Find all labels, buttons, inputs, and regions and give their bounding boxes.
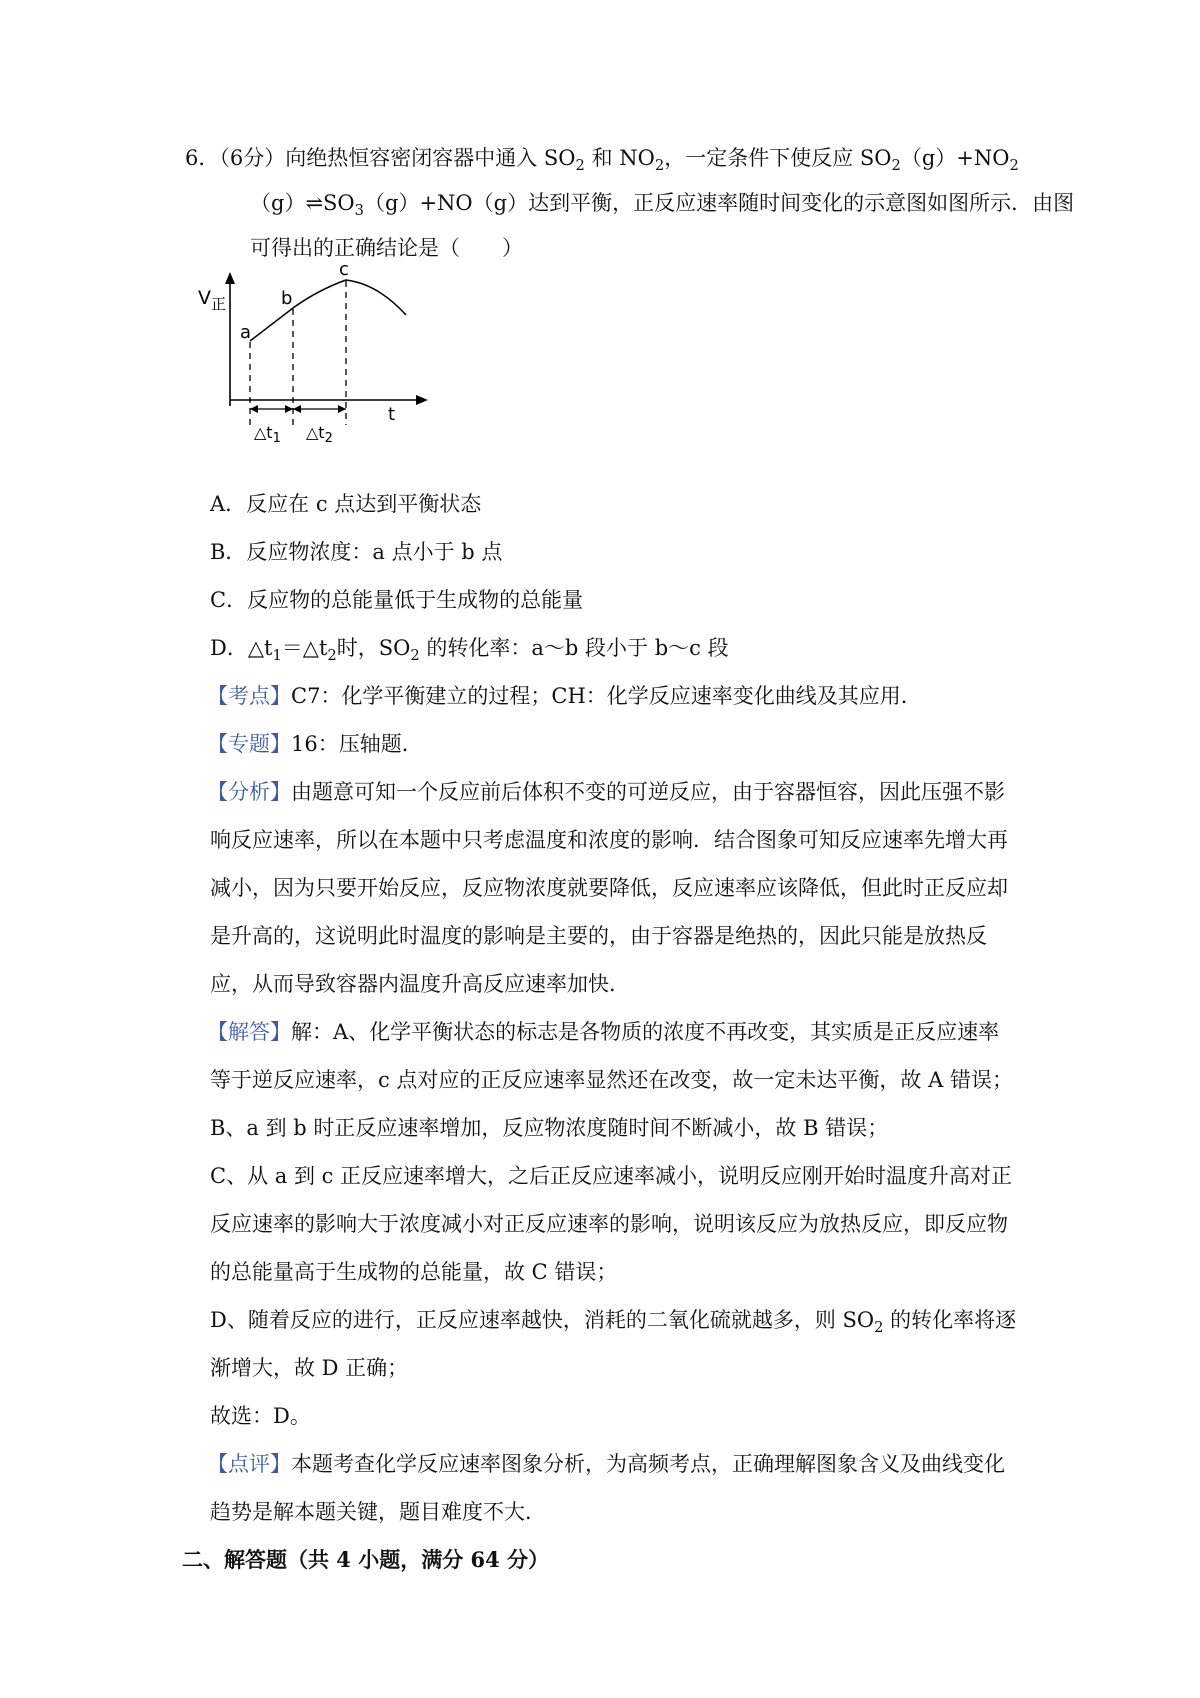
x-axis-label: t: [388, 404, 396, 425]
jieda-line-8: 渐增大，故 D 正确；: [210, 1356, 409, 1380]
interval-dt2-right-arrow: [338, 405, 346, 413]
point-label-c: c: [339, 259, 349, 280]
question-line-2: $(g)\rightleftharpoons SO_3(g)+NO(g)$达到平衡，正反应速率随时间变化的示意图如图所示．由图: [250, 191, 1075, 220]
zhuanti-line: 【专题】16：压轴题．: [207, 732, 423, 756]
y-axis-arrow: [225, 272, 235, 284]
jieda-line-4: C、从 a 到 c 正反应速率增大，之后正反应速率减小，说明反应刚开始时温度升高对正: [210, 1164, 1013, 1188]
rate-curve: [250, 280, 406, 341]
fenxi-line-3: 减小，因为只要开始反应，反应物浓度就要降低，反应速率应该降低，但此时正反应却: [210, 876, 1008, 900]
option-d: D．$\triangle t_1=\triangle t_2$时，$SO_2$ 的转化率：a～b 段小于 b～c 段: [210, 636, 729, 665]
fenxi-line-4: 是升高的，这说明此时温度的影响是主要的，由于容器是绝热的，因此只能是放热反: [210, 924, 987, 948]
option-c: C．反应物的总能量低于生成物的总能量: [210, 588, 584, 612]
kaodian-tag: 【考点】: [207, 684, 291, 708]
dianping-line-1: 【点评】本题考查化学反应速率图象分析，为高频考点，正确理解图象含义及曲线变化: [207, 1452, 1005, 1476]
jieda-line-2: 等于逆反应速率，c 点对应的正反应速率显然还在改变，故一定未达平衡，故 A 错误；: [210, 1068, 1013, 1092]
point-label-b: b: [281, 288, 293, 309]
jieda-tag: 【解答】: [207, 1020, 291, 1044]
question-line-3: 可得出的正确结论是（ ）: [250, 236, 523, 260]
dianping-tag: 【点评】: [207, 1452, 291, 1476]
interval-dt1-left-arrow: [250, 405, 258, 413]
question-points: （6分）: [219, 146, 286, 170]
y-axis-label: $V_正$: [198, 287, 227, 313]
jieda-line-6: 的总能量高于生成物的总能量，故 C 错误；: [210, 1260, 618, 1284]
rate-time-graph: [188, 258, 458, 473]
dianping-line-2: 趋势是解本题关键，题目难度不大．: [210, 1500, 546, 1524]
section-title: 二、解答题（共 4 小题，满分 64 分）: [182, 1547, 550, 1572]
jieda-line-7: D、随着反应的进行，正反应速率越快，消耗的二氧化硫就越多，则 $SO_2$ 的转化率将逐: [210, 1308, 1017, 1337]
interval-label-dt1: $\triangle t_1$: [254, 423, 281, 446]
fenxi-line-5: 应，从而导致容器内温度升高反应速率加快．: [210, 972, 630, 996]
kaodian-line: 【考点】C7：化学平衡建立的过程；CH：化学反应速率变化曲线及其应用．: [207, 684, 922, 708]
fenxi-line-1: 【分析】由题意可知一个反应前后体积不变的可逆反应，由于容器恒容，因此压强不影: [207, 780, 1005, 804]
jieda-line-3: B、a 到 b 时正反应速率增加，反应物浓度随时间不断减小，故 B 错误；: [210, 1116, 889, 1140]
question-number: 6．: [185, 146, 220, 170]
jieda-line-9: 故选：D。: [210, 1404, 311, 1428]
jieda-line-1: 【解答】解：A、化学平衡状态的标志是各物质的浓度不再改变，其实质是正反应速率: [207, 1020, 1000, 1044]
interval-dt1-right-arrow: [285, 405, 293, 413]
x-axis-arrow: [416, 395, 428, 405]
option-a: A．反应在 c 点达到平衡状态: [210, 492, 482, 516]
option-b: B．反应物浓度：a 点小于 b 点: [210, 540, 503, 564]
jieda-line-5: 反应速率的影响大于浓度减小对正反应速率的影响，说明该反应为放热反应，即反应物: [210, 1212, 1008, 1236]
zhuanti-tag: 【专题】: [207, 732, 291, 756]
point-label-a: a: [240, 322, 252, 343]
interval-dt2-left-arrow: [293, 405, 301, 413]
interval-label-dt2: $\triangle t_2$: [306, 423, 333, 446]
fenxi-tag: 【分析】: [207, 780, 291, 804]
question-line-1: 6．（6分）向绝热恒容密闭容器中通入 $SO_2$ 和 $NO_2$，一定条件下使反应 $SO_2(g)+NO_2$: [185, 146, 1019, 175]
fenxi-line-2: 响反应速率，所以在本题中只考虑温度和浓度的影响．结合图象可知反应速率先增大再: [210, 828, 1008, 852]
